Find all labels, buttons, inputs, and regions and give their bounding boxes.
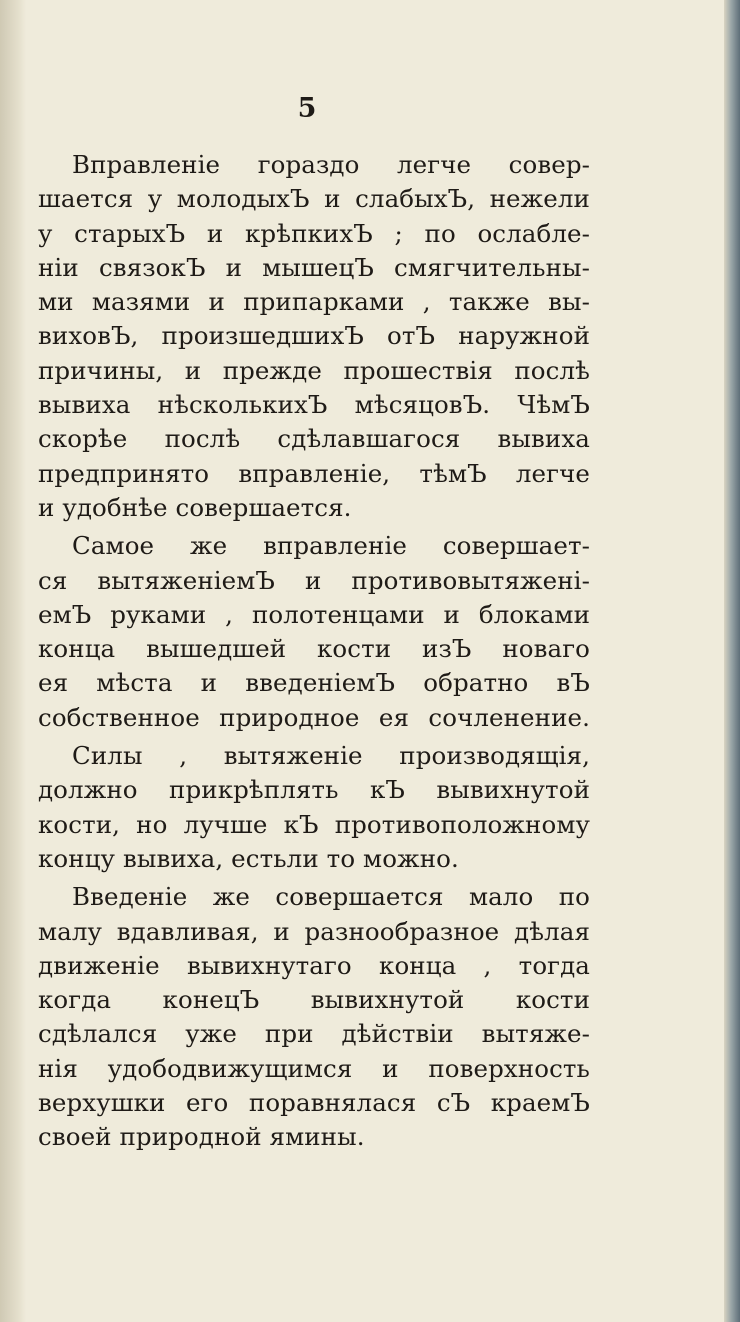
text-line: малу вдавливая, и разнообразное дѣлая xyxy=(38,916,590,946)
text-line: нія удободвижущимся и поверхность xyxy=(38,1053,590,1083)
text-line: ся вытяженіемЪ и противовытяжені- xyxy=(38,565,590,595)
text-line: предпринято вправленіе, тѣмЪ легче xyxy=(38,458,590,488)
paragraph-4 xyxy=(38,880,590,1154)
text-line: ніи связокЪ и мышецЪ смягчительны- xyxy=(38,252,590,282)
text-line: виховЪ, произшедшихЪ отЪ наружной xyxy=(38,321,590,351)
text-line: Введеніе же совершается мало по xyxy=(72,882,590,912)
text-line: Силы , вытяженіе производящія, xyxy=(72,741,590,771)
text-line: вывиха нѣсколькихЪ мѣсяцовЪ. ЧѣмЪ xyxy=(38,390,590,420)
text-line: емЪ руками , полотенцами и блоками xyxy=(38,599,590,629)
text-line: своей природной ямины. xyxy=(38,1122,365,1152)
page-number: 5 xyxy=(297,93,317,124)
body-text xyxy=(38,148,590,1159)
text-line: конца вышедшей кости изЪ новаго xyxy=(38,634,590,664)
text-line: движеніе вывихнутаго конца , тогда xyxy=(38,950,590,980)
text-line: должно прикрѣплять кЪ вывихнутой xyxy=(38,775,590,805)
page-edge-binding xyxy=(724,0,740,1322)
paragraph-2 xyxy=(38,529,590,735)
text-line: у старыхЪ и крѣпкихЪ ; по ослабле- xyxy=(38,218,590,248)
text-line: причины, и прежде прошествія послѣ xyxy=(38,355,590,385)
text-line: и удобнѣе совершается. xyxy=(38,492,352,522)
paragraph-3 xyxy=(38,739,590,876)
text-line: Вправленіе гораздо легче совер- xyxy=(72,150,590,179)
text-line: концу вывиха, естьли то можно. xyxy=(38,843,459,873)
text-line: когда конецЪ вывихнутой кости xyxy=(38,985,590,1015)
text-line: сдѣлался уже при дѣйствіи вытяже- xyxy=(38,1019,590,1049)
text-line: шается у молодыхЪ и слабыхЪ, нежели xyxy=(38,184,590,214)
paragraph-1 xyxy=(38,148,590,525)
text-line: собственное природное ея сочленение. xyxy=(38,702,590,732)
text-line: скорѣе послѣ сдѣлавшагося вывиха xyxy=(38,424,590,454)
text-line: ми мазями и припарками , также вы- xyxy=(38,287,590,317)
text-line: кости, но лучше кЪ противоположному xyxy=(38,809,590,839)
page-gutter-shadow xyxy=(0,0,26,1322)
text-line: Самое же вправленіе совершает- xyxy=(72,531,590,561)
text-line: ея мѣста и введеніемЪ обратно вЪ xyxy=(38,668,590,698)
text-line: верхушки его поравнялася сЪ краемЪ xyxy=(38,1088,590,1118)
